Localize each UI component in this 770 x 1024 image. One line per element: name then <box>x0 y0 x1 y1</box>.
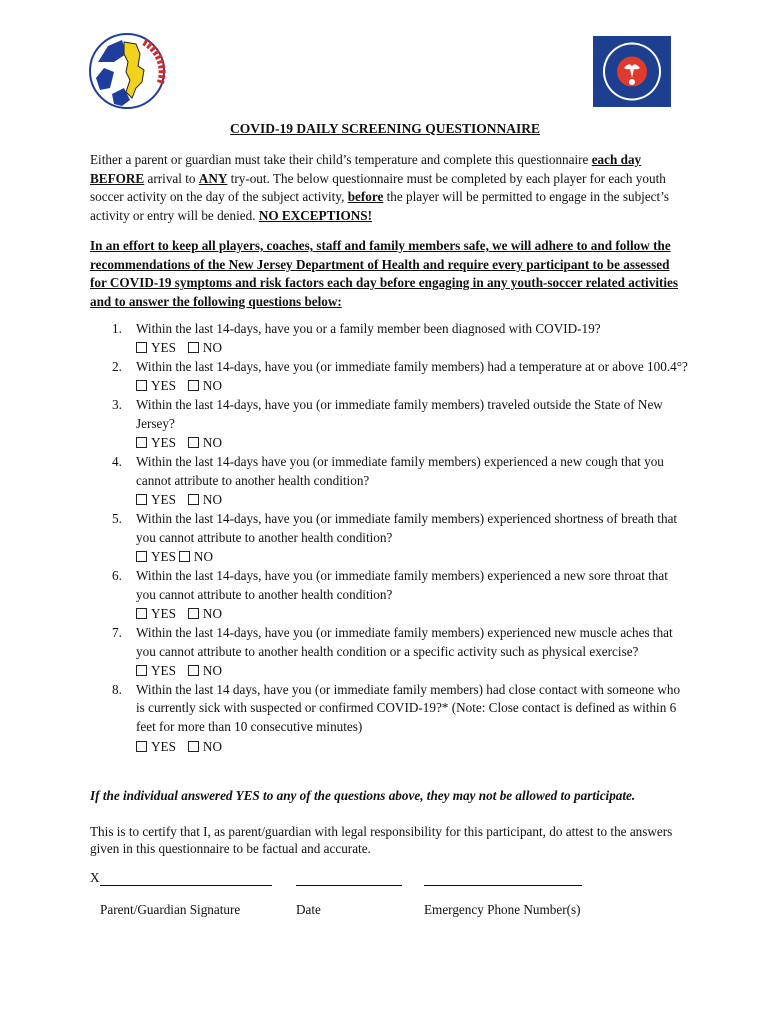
phone-label: Emergency Phone Number(s) <box>424 902 581 917</box>
intro-emphasis-no-exceptions: NO EXCEPTIONS! <box>258 207 373 223</box>
question-number: 5. <box>112 510 122 526</box>
question-item <box>90 624 690 681</box>
signature-x-mark: X <box>90 870 100 885</box>
no-label: NO <box>193 549 213 565</box>
certification-statement: This is to certify that I, as parent/guardian with legal responsibility for this participant, do attest to the answers given in this questionnaire to be factual and accurate. <box>90 824 673 856</box>
question-number: 2. <box>112 359 122 375</box>
answer-options <box>136 491 690 510</box>
no-label: NO <box>202 340 222 356</box>
yes-checkbox[interactable] <box>136 608 147 619</box>
question-number: 6. <box>112 567 122 583</box>
yes-label: YES <box>151 492 176 508</box>
question-item <box>90 358 690 396</box>
question-list <box>90 320 690 756</box>
yes-label: YES <box>151 738 176 754</box>
question-text: Within the last 14 days, have you (or immediate family members) had close contact with someone who is currently sick with suspected or confirmed COVID-19?* (Note: Close contact is defined as within 6 feet for more than 10 consecutive minutes) <box>136 681 681 735</box>
question-item <box>90 396 690 453</box>
no-checkbox[interactable] <box>188 741 199 752</box>
yes-checkbox[interactable] <box>136 665 147 676</box>
yes-label: YES <box>151 340 176 356</box>
question-item <box>90 320 690 358</box>
no-label: NO <box>202 738 222 754</box>
no-checkbox[interactable] <box>188 608 199 619</box>
no-label: NO <box>202 605 222 621</box>
question-text: Within the last 14-days, have you (or immediate family members) experienced shortness of breath that you cannot attribute to another health condition? <box>136 510 678 545</box>
phone-underline <box>424 871 582 886</box>
no-checkbox[interactable] <box>188 494 199 505</box>
yes-checkbox[interactable] <box>136 437 147 448</box>
yes-label: YES <box>151 435 176 451</box>
question-text: Within the last 14-days, have you (or immediate family members) traveled outside the State of New Jersey? <box>136 397 663 431</box>
signature-line[interactable] <box>90 870 272 886</box>
signature-label: Parent/Guardian Signature <box>100 902 241 917</box>
yes-label: YES <box>151 549 176 565</box>
question-number: 8. <box>112 681 122 697</box>
no-checkbox[interactable] <box>188 342 199 353</box>
yes-label: YES <box>151 378 176 394</box>
yes-label: YES <box>151 605 176 621</box>
question-item <box>90 453 690 510</box>
no-label: NO <box>202 662 222 678</box>
question-number: 3. <box>112 397 122 413</box>
question-number: 7. <box>112 624 122 640</box>
answer-options <box>136 737 690 756</box>
yes-checkbox[interactable] <box>136 380 147 391</box>
answer-options <box>136 661 690 680</box>
date-underline <box>296 871 402 886</box>
yes-checkbox[interactable] <box>136 342 147 353</box>
question-text: Within the last 14-days have you (or immediate family members) experienced a new cough that you cannot attribute to another health condition? <box>136 454 664 488</box>
question-item <box>90 567 690 624</box>
no-checkbox[interactable] <box>188 437 199 448</box>
mandate-paragraph: In an effort to keep all players, coaches, staff and family members safe, we will adhere to and follow the recommendations of the New Jersey Department of Health and require every participant to be assessed for COVID-19 symptoms and risk factors each day before engaging in any youth-soccer related activities and to answer the following questions below: <box>90 238 679 309</box>
answer-options <box>136 339 690 358</box>
participation-warning: If the individual answered YES to any of the questions above, they may not be allowed to participate. <box>90 788 636 803</box>
intro-emphasis-before: before <box>347 189 384 205</box>
no-checkbox[interactable] <box>188 380 199 391</box>
question-item <box>90 681 690 757</box>
answer-options <box>136 377 690 396</box>
no-label: NO <box>202 435 222 451</box>
question-number: 1. <box>112 321 122 336</box>
no-label: NO <box>202 378 222 394</box>
answer-options <box>136 548 690 567</box>
no-checkbox[interactable] <box>179 551 190 562</box>
question-item <box>90 510 690 567</box>
phone-line[interactable] <box>424 870 582 886</box>
intro-text-1: Either a parent or guardian must take their child’s temperature and complete this questionnaire <box>90 152 592 167</box>
question-text: Within the last 14-days, have you (or immediate family members) had a temperature at or above 100.4°? <box>136 359 688 375</box>
yes-checkbox[interactable] <box>136 494 147 505</box>
intro-text-4: the player will be permitted to engage in the subject’s activity or entry will be denied. <box>90 189 669 223</box>
question-text: Within the last 14-days, have you or a family member been diagnosed with COVID-19? <box>136 321 601 336</box>
date-line[interactable] <box>296 870 402 886</box>
west-morris-soccer-club-logo <box>593 36 671 107</box>
intro-paragraph <box>90 151 682 225</box>
answer-options <box>136 434 690 453</box>
intro-text-3: try-out. The below questionnaire must be completed by each player for each youth soccer activity on the day of the subject activity, <box>90 170 666 205</box>
intro-emphasis-any: ANY <box>198 170 228 186</box>
no-label: NO <box>202 492 222 508</box>
question-number: 4. <box>112 454 122 470</box>
yes-checkbox[interactable] <box>136 551 147 562</box>
answer-options <box>136 604 690 623</box>
intro-text-2: arrival to <box>144 170 199 186</box>
nj-soccer-logo <box>86 32 168 110</box>
page-title: COVID-19 DAILY SCREENING QUESTIONNAIRE <box>230 121 540 136</box>
yes-label: YES <box>151 662 176 678</box>
yes-checkbox[interactable] <box>136 741 147 752</box>
no-checkbox[interactable] <box>188 665 199 676</box>
question-text: Within the last 14-days, have you (or immediate family members) experienced new muscle aches that you cannot attribute to another health condition or a specific activity such as physical exercise? <box>136 624 673 659</box>
date-label: Date <box>296 902 321 917</box>
intro-emphasis-each-day: each day BEFORE <box>90 152 642 186</box>
signature-underline <box>100 871 272 886</box>
question-text: Within the last 14-days, have you (or immediate family members) experienced a new sore throat that you cannot attribute to another health condition? <box>136 567 668 602</box>
